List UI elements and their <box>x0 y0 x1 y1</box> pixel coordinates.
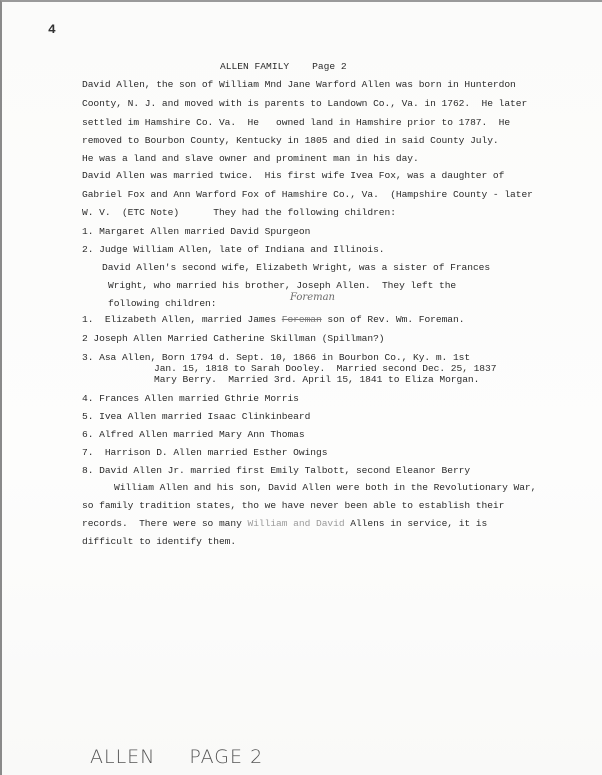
child-list-item: 3. Asa Allen, Born 1794 d. Sept. 10, 1866 in Bourbon Co., Ky. m. 1st <box>82 352 471 363</box>
child-list-item-continued: Mary Berry. Married 3rd. April 15, 1841 to Eliza Morgan. <box>154 374 480 385</box>
child-list-item: 6. Alfred Allen married Mary Ann Thomas <box>82 429 305 440</box>
paragraph4-line <box>82 518 487 529</box>
paragraph2-line: Gabriel Fox and Ann Warford Fox of Hamshire Co., Va. (Hampshire County - later <box>82 189 533 200</box>
child-list-item: 1. Margaret Allen married David Spurgeon <box>82 226 311 237</box>
child-list-item: 4. Frances Allen married Gthrie Morris <box>82 393 299 404</box>
handwritten-correction: Foreman <box>290 292 335 303</box>
child-list-item: 7. Harrison D. Allen married Esther Owings <box>82 447 328 458</box>
child-list-item <box>82 314 464 325</box>
struck-text: Foreman <box>281 314 322 325</box>
child-list-item: 8. David Allen Jr. married first Emily Talbott, second Eleanor Berry <box>82 465 471 476</box>
paragraph1-line: David Allen, the son of William Mnd Jane Warford Allen was born in Hunterdon <box>82 79 516 90</box>
paragraph4-line: William Allen and his son, David Allen were both in the Revolutionary War, <box>114 482 537 493</box>
paragraph3-line: David Allen's second wife, Elizabeth Wright, was a sister of Frances <box>102 262 491 273</box>
paragraph1-line: Coonty, N. J. and moved with is parents to Landown Co., Va. in 1762. He later <box>82 98 528 109</box>
paragraph3-line: Wright, who married his brother, Joseph Allen. They left the <box>108 280 457 291</box>
paragraph-text: Allens in service, it is <box>344 518 488 529</box>
paragraph2-line: W. V. (ETC Note) They had the following children: <box>82 207 396 218</box>
smudged-text: William and David <box>247 518 345 529</box>
child-list-item: 5. Ivea Allen married Isaac Clinkinbeard <box>82 411 311 422</box>
footer-name: ALLEN <box>90 746 156 768</box>
child-text: son of Rev. Wm. Foreman. <box>321 314 465 325</box>
paragraph2-line: David Allen was married twice. His first wife Ivea Fox, was a daughter of <box>82 170 505 181</box>
child-list-item-continued: Jan. 15, 1818 to Sarah Dooley. Married second Dec. 25, 1837 <box>154 363 497 374</box>
page-title: ALLEN FAMILY Page 2 <box>220 61 347 72</box>
paragraph4-line: difficult to identify them. <box>82 536 237 547</box>
child-text: 1. Elizabeth Allen, married James <box>82 314 282 325</box>
handwritten-footer <box>90 746 297 768</box>
page-mark: 4 <box>48 22 56 37</box>
paragraph4-line: so family tradition states, tho we have never been able to establish their <box>82 500 505 511</box>
footer-page: PAGE 2 <box>189 746 264 768</box>
paragraph1-line: settled im Hamshire Co. Va. He owned land in Hamshire prior to 1787. He <box>82 117 511 128</box>
paragraph3-line: following children: <box>108 298 217 309</box>
paragraph-text: records. There were so many <box>82 518 248 529</box>
paragraph1-line: He was a land and slave owner and prominent man in his day. <box>82 153 419 164</box>
child-list-item: 2 Joseph Allen Married Catherine Skillman (Spillman?) <box>82 333 385 344</box>
child-list-item: 2. Judge William Allen, late of Indiana and Illinois. <box>82 244 385 255</box>
paragraph1-line: removed to Bourbon County, Kentucky in 1805 and died in said County July. <box>82 135 499 146</box>
